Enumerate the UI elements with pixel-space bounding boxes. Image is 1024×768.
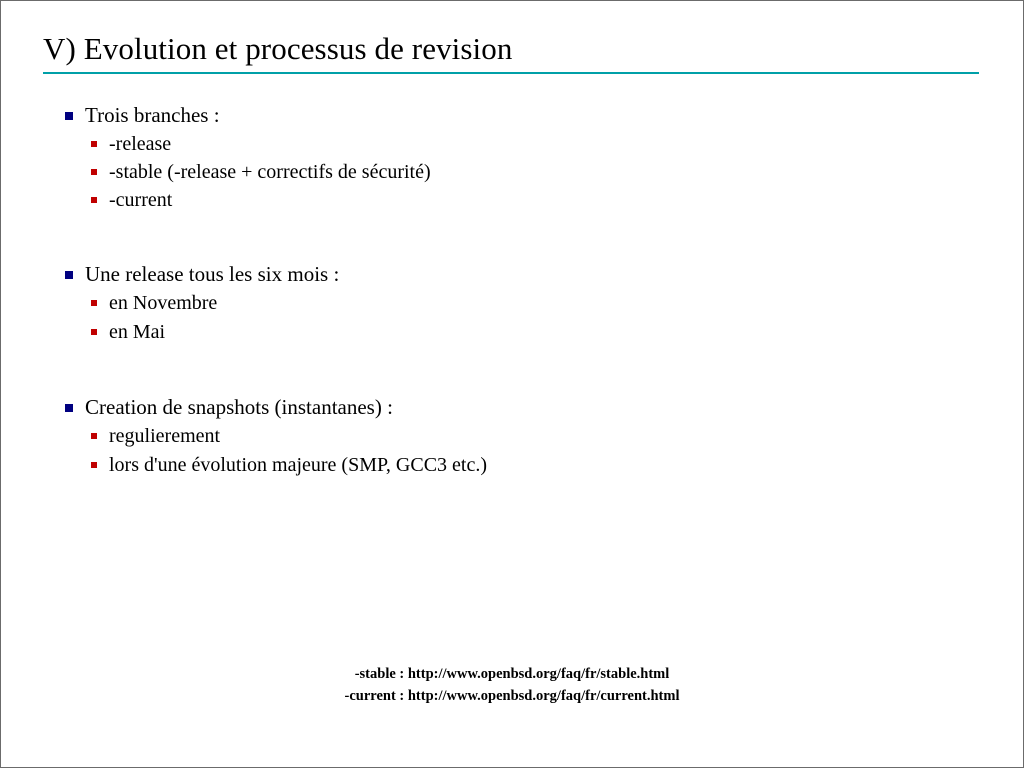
sub-bullet-item [61, 186, 981, 214]
small-square-bullet-icon [91, 433, 97, 439]
sub-bullet-label: regulierement [109, 425, 221, 447]
bullet-heading-label: Creation de snapshots (instantanes) : [85, 395, 393, 419]
bullet-group-3 [61, 393, 981, 480]
sub-bullet-item [61, 289, 981, 318]
small-square-bullet-icon [91, 169, 97, 175]
bullet-heading [61, 101, 981, 130]
small-square-bullet-icon [91, 141, 97, 147]
bullet-heading-label: Trois branches : [85, 103, 220, 127]
bullet-heading [61, 393, 981, 422]
small-square-bullet-icon [91, 462, 97, 468]
bullet-group-1 [61, 101, 981, 214]
sub-bullet-item [61, 318, 981, 347]
sub-bullet-item [61, 422, 981, 451]
small-square-bullet-icon [91, 197, 97, 203]
sub-bullet-label: en Mai [109, 321, 166, 343]
small-square-bullet-icon [91, 329, 97, 335]
sub-bullet-item [61, 130, 981, 158]
title-divider [43, 72, 979, 74]
square-bullet-icon [65, 271, 73, 279]
square-bullet-icon [65, 112, 73, 120]
sub-bullet-item [61, 158, 981, 186]
sub-bullet-label: en Novembre [109, 292, 218, 314]
sub-bullet-label: -stable (-release + correctifs de sécurité) [109, 161, 431, 183]
sub-bullet-label: -current [109, 189, 173, 211]
footer-line-current: -current : http://www.openbsd.org/faq/fr/current.html [344, 688, 680, 704]
page-title: V) Evolution et processus de revision [43, 31, 513, 66]
bullet-heading [61, 260, 981, 289]
small-square-bullet-icon [91, 300, 97, 306]
sub-bullet-label: lors d'une évolution majeure (SMP, GCC3 etc.) [109, 454, 487, 476]
bullet-group-2 [61, 260, 981, 347]
slide-content [61, 101, 981, 506]
square-bullet-icon [65, 404, 73, 412]
bullet-heading-label: Une release tous les six mois : [85, 262, 340, 286]
sub-bullet-item [61, 451, 981, 480]
sub-bullet-label: -release [109, 133, 172, 155]
slide-footer [1, 663, 1023, 707]
footer-line-stable: -stable : http://www.openbsd.org/faq/fr/stable.html [354, 666, 670, 682]
